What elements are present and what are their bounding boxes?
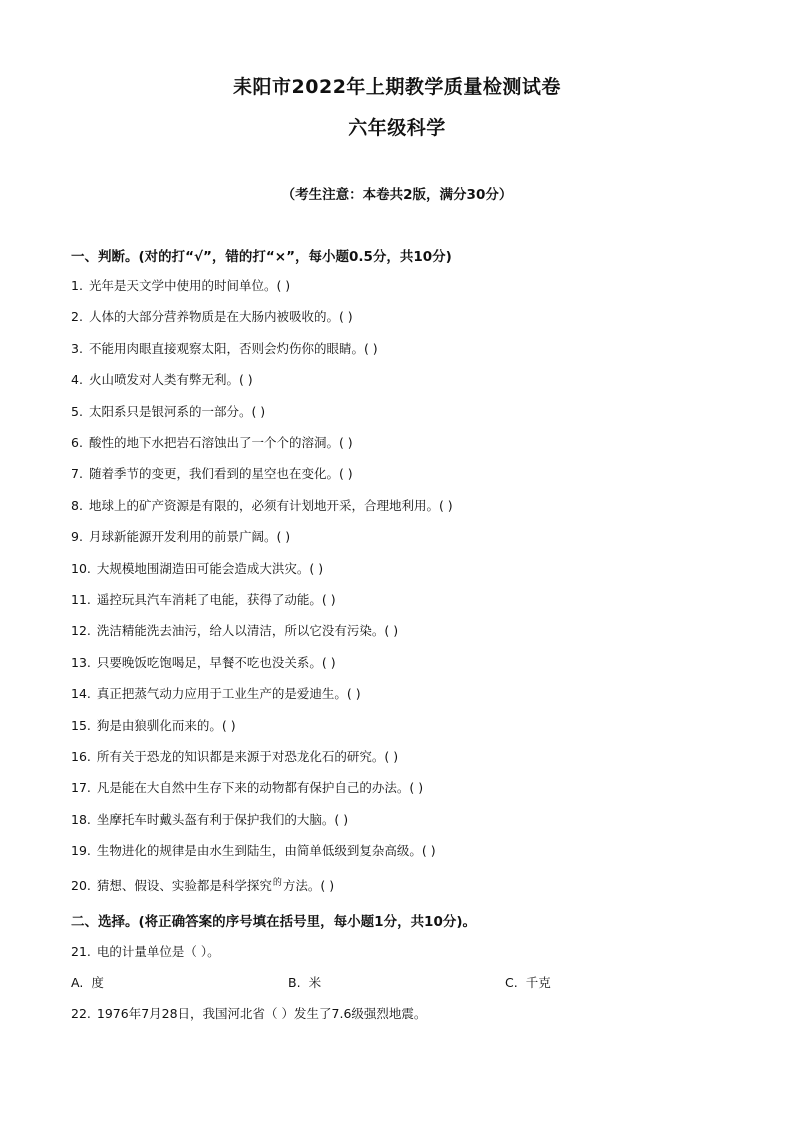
question-text: 月球新能源开发利用的前景广阔。( ) [88,529,291,545]
question-7 [71,464,353,482]
question-14 [71,684,361,702]
question-text: 1976年7月28日，我国河北省（ ）发生了7.6级强烈地震。 [96,1006,427,1021]
question-11 [71,590,336,608]
question-number: 9. [71,529,83,545]
question-text: 地球上的矿产资源是有限的，必须有计划地开采，合理地利用。( ) [88,497,453,513]
option-letter: B. [288,975,301,990]
question-number: 16. [71,749,91,764]
question-text: 光年是天文学中使用的时间单位。( ) [88,278,291,293]
question-text: 太阳系只是银河系的一部分。( ) [88,403,266,419]
question-19 [71,841,436,859]
question-number: 22. [71,1006,91,1021]
question-text: 坐摩托车时戴头盔有利于保护我们的大脑。( ) [96,811,349,827]
section-1-heading: 一、判断。(对的打“√”，错的打“×”，每小题0.5分，共10分) [71,249,452,265]
question-8 [71,496,453,514]
question-10 [71,559,323,577]
question-text: 洗洁精能洗去油污，给人以清洁，所以它没有污染。( ) [96,623,399,639]
question-15 [71,716,236,734]
question-text: 只要晚饭吃饱喝足，早餐不吃也没关系。( ) [96,654,336,670]
option-b [288,973,321,991]
question-20 [71,876,334,894]
question-text: 大规模地围湖造田可能会造成大洪灾。( ) [96,560,324,576]
question-6 [71,433,353,451]
question-12 [71,621,398,639]
question-2 [71,307,353,325]
exam-subtitle: 六年级科学 [348,117,446,139]
option-a [71,973,104,991]
question-text-part: 方法。( ) [282,878,335,893]
option-text: 千克 [525,975,551,990]
question-text: 狗是由狼驯化而来的。( ) [96,717,236,733]
option-letter: C. [505,975,518,990]
question-22 [71,1004,426,1022]
question-number: 8. [71,497,83,513]
question-number: 3. [71,340,83,356]
question-number: 15. [71,717,91,733]
question-21 [71,942,220,960]
question-text: 酸性的地下水把岩石溶蚀出了一个个的溶洞。( ) [88,435,353,450]
option-c [505,973,551,991]
question-18 [71,810,348,828]
question-4 [71,370,253,388]
question-number: 6. [71,435,83,450]
question-text: 生物进化的规律是由水生到陆生，由简单低级到复杂高级。( ) [96,843,436,859]
question-text: 随着季节的变更，我们看到的星空也在变化。( ) [88,466,353,482]
question-number: 14. [71,686,91,702]
question-text: 电的计量单位是（ ）。 [96,944,220,959]
exam-title: 耒阳市2022年上期教学质量检测试卷 [233,76,561,98]
question-text: 遥控玩具汽车消耗了电能，获得了动能。( ) [96,592,336,607]
option-letter: A. [71,975,84,990]
section-2-heading: 二、选择。(将正确答案的序号填在括号里，每小题1分，共10分)。 [71,914,477,930]
question-text: 凡是能在大自然中生存下来的动物都有保护自己的办法。( ) [96,780,424,796]
question-number: 4. [71,372,83,388]
question-number: 11. [71,592,91,607]
question-text: 真正把蒸气动力应用于工业生产的是爱迪生。( ) [96,686,361,702]
exam-note: （考生注意：本卷共2版，满分30分） [281,187,513,203]
question-17 [71,778,423,796]
question-text: 人体的大部分营养物质是在大肠内被吸收的。( ) [88,309,353,325]
question-text-superscript: 的 [272,878,282,888]
question-text: 所有关于恐龙的知识都是来源于对恐龙化石的研究。( ) [96,749,399,764]
question-1 [71,276,290,294]
question-number: 17. [71,780,91,796]
question-number: 10. [71,560,91,576]
question-16 [71,747,398,765]
question-13 [71,653,336,671]
question-text-part: 猜想、假设、实验都是科学探究 [96,878,272,893]
question-number: 13. [71,654,91,670]
question-number: 7. [71,466,83,482]
question-text: 火山喷发对人类有弊无利。( ) [88,372,253,388]
question-number: 5. [71,403,83,419]
option-text: 度 [91,975,104,990]
question-number: 20. [71,878,91,893]
question-3 [71,339,378,357]
question-text: 不能用肉眼直接观察太阳，否则会灼伤你的眼睛。( ) [88,340,378,356]
question-number: 21. [71,944,91,959]
question-9 [71,527,290,545]
question-number: 18. [71,811,91,827]
question-number: 12. [71,623,91,639]
question-number: 2. [71,309,83,325]
question-number: 19. [71,843,91,859]
question-number: 1. [71,278,83,293]
question-5 [71,402,265,420]
option-text: 米 [308,975,322,990]
